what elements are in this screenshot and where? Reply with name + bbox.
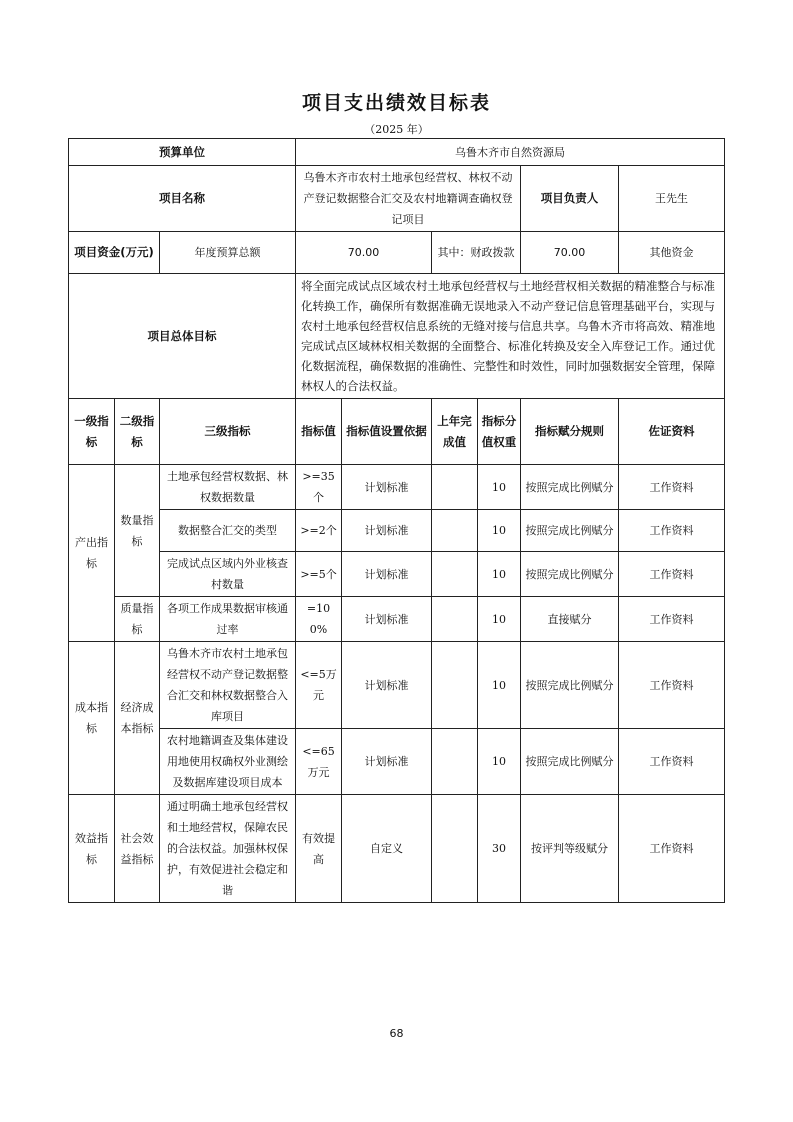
table-row bbox=[69, 552, 725, 597]
header-level3: 三级指标 bbox=[160, 399, 296, 465]
row-weight: 10 bbox=[478, 597, 521, 642]
row-weight: 30 bbox=[478, 795, 521, 903]
header-basis: 指标值设置依据 bbox=[342, 399, 432, 465]
row-value: >=5个 bbox=[296, 552, 342, 597]
row-value: <=5万元 bbox=[296, 642, 342, 729]
page-title: 项目支出绩效目标表 bbox=[301, 92, 491, 114]
row-last bbox=[432, 597, 478, 642]
row-value: >=35个 bbox=[296, 465, 342, 510]
leader-label: 项目负责人 bbox=[521, 166, 619, 232]
row-last bbox=[432, 510, 478, 552]
performance-table bbox=[68, 138, 725, 903]
row-last bbox=[432, 729, 478, 795]
header-rule: 指标赋分规则 bbox=[521, 399, 619, 465]
row-evidence: 工作资料 bbox=[619, 795, 725, 903]
budget-unit-label: 预算单位 bbox=[69, 139, 296, 166]
row-weight: 10 bbox=[478, 552, 521, 597]
other-label: 其他资金 bbox=[619, 232, 725, 274]
row-value: >=2个 bbox=[296, 510, 342, 552]
year-label: （2025 年） bbox=[364, 123, 429, 136]
table-row bbox=[69, 729, 725, 795]
header-weight: 指标分值权重 bbox=[478, 399, 521, 465]
row-value: =100% bbox=[296, 597, 342, 642]
fiscal-label: 其中：财政拨款 bbox=[432, 232, 521, 274]
group-quality: 质量指标 bbox=[115, 597, 160, 642]
row-name: 通过明确土地承包经营权和土地经营权，保障农民的合法权益。加强林权保护，有效促进社会稳定和谐 bbox=[160, 795, 296, 903]
table-row bbox=[69, 795, 725, 903]
row-rule: 按照完成比例赋分 bbox=[521, 729, 619, 795]
row-basis: 计划标准 bbox=[342, 510, 432, 552]
row-last bbox=[432, 795, 478, 903]
row-evidence: 工作资料 bbox=[619, 552, 725, 597]
group-cost: 成本指标 bbox=[69, 642, 115, 795]
goal-text: 将全面完成试点区域农村土地承包经营权与土地经营权相关数据的精准整合与标准化转换工作，确保所有数据准确无误地录入不动产登记信息管理基础平台，实现与农村土地承包经营权信息系统的无缝对接与信息共享。乌鲁木齐市将高效、精准地完成试点区域林权相关数据的全面整合、标准化转换及安全入库登记工作。通过优化数据流程，确保数据的准确性、完整性和时效性，同时加强数据安全管理，保障林权人的合法权益。 bbox=[296, 274, 725, 399]
header-last-year: 上年完成值 bbox=[432, 399, 478, 465]
row-weight: 10 bbox=[478, 510, 521, 552]
table-row bbox=[69, 642, 725, 729]
row-rule: 按照完成比例赋分 bbox=[521, 465, 619, 510]
row-rule: 按照完成比例赋分 bbox=[521, 510, 619, 552]
row-last bbox=[432, 465, 478, 510]
row-weight: 10 bbox=[478, 465, 521, 510]
row-name: 乌鲁木齐市农村土地承包经营权不动产登记数据整合汇交和林权数据整合入库项目 bbox=[160, 642, 296, 729]
row-evidence: 工作资料 bbox=[619, 510, 725, 552]
row-basis: 计划标准 bbox=[342, 552, 432, 597]
page-number: 68 bbox=[389, 1027, 404, 1040]
header-value: 指标值 bbox=[296, 399, 342, 465]
row-rule: 直接赋分 bbox=[521, 597, 619, 642]
group-social-benefit: 社会效益指标 bbox=[115, 795, 160, 903]
row-evidence: 工作资料 bbox=[619, 465, 725, 510]
row-name: 土地承包经营权数据、林权数据数量 bbox=[160, 465, 296, 510]
header-level1: 一级指标 bbox=[69, 399, 115, 465]
budget-unit-value: 乌鲁木齐市自然资源局 bbox=[296, 139, 725, 166]
row-basis: 自定义 bbox=[342, 795, 432, 903]
row-evidence: 工作资料 bbox=[619, 729, 725, 795]
row-name: 农村地籍调查及集体建设用地使用权确权外业测绘及数据库建设项目成本 bbox=[160, 729, 296, 795]
row-basis: 计划标准 bbox=[342, 642, 432, 729]
header-evidence: 佐证资料 bbox=[619, 399, 725, 465]
row-name: 数据整合汇交的类型 bbox=[160, 510, 296, 552]
row-basis: 计划标准 bbox=[342, 597, 432, 642]
row-last bbox=[432, 552, 478, 597]
project-name-value: 乌鲁木齐市农村土地承包经营权、林权不动产登记数据整合汇交及农村地籍调查确权登记项目 bbox=[296, 166, 521, 232]
table-row bbox=[69, 465, 725, 510]
row-rule: 按照完成比例赋分 bbox=[521, 642, 619, 729]
row-basis: 计划标准 bbox=[342, 465, 432, 510]
row-value: <=65万元 bbox=[296, 729, 342, 795]
fiscal-value: 70.00 bbox=[521, 232, 619, 274]
table-row bbox=[69, 510, 725, 552]
table-row bbox=[69, 597, 725, 642]
row-name: 完成试点区域内外业核查村数量 bbox=[160, 552, 296, 597]
row-weight: 10 bbox=[478, 642, 521, 729]
leader-value: 王先生 bbox=[619, 166, 725, 232]
row-last bbox=[432, 642, 478, 729]
goal-label: 项目总体目标 bbox=[69, 274, 296, 399]
annual-budget-label: 年度预算总额 bbox=[160, 232, 296, 274]
row-rule: 按评判等级赋分 bbox=[521, 795, 619, 903]
annual-budget-value: 70.00 bbox=[296, 232, 432, 274]
row-basis: 计划标准 bbox=[342, 729, 432, 795]
row-evidence: 工作资料 bbox=[619, 642, 725, 729]
header-level2: 二级指标 bbox=[115, 399, 160, 465]
group-benefit: 效益指标 bbox=[69, 795, 115, 903]
group-quantity: 数量指标 bbox=[115, 465, 160, 597]
row-evidence: 工作资料 bbox=[619, 597, 725, 642]
group-output: 产出指标 bbox=[69, 465, 115, 642]
funds-label: 项目资金(万元) bbox=[69, 232, 160, 274]
row-name: 各项工作成果数据审核通过率 bbox=[160, 597, 296, 642]
row-weight: 10 bbox=[478, 729, 521, 795]
row-value: 有效提高 bbox=[296, 795, 342, 903]
row-rule: 按照完成比例赋分 bbox=[521, 552, 619, 597]
project-name-label: 项目名称 bbox=[69, 166, 296, 232]
group-econ-cost: 经济成本指标 bbox=[115, 642, 160, 795]
